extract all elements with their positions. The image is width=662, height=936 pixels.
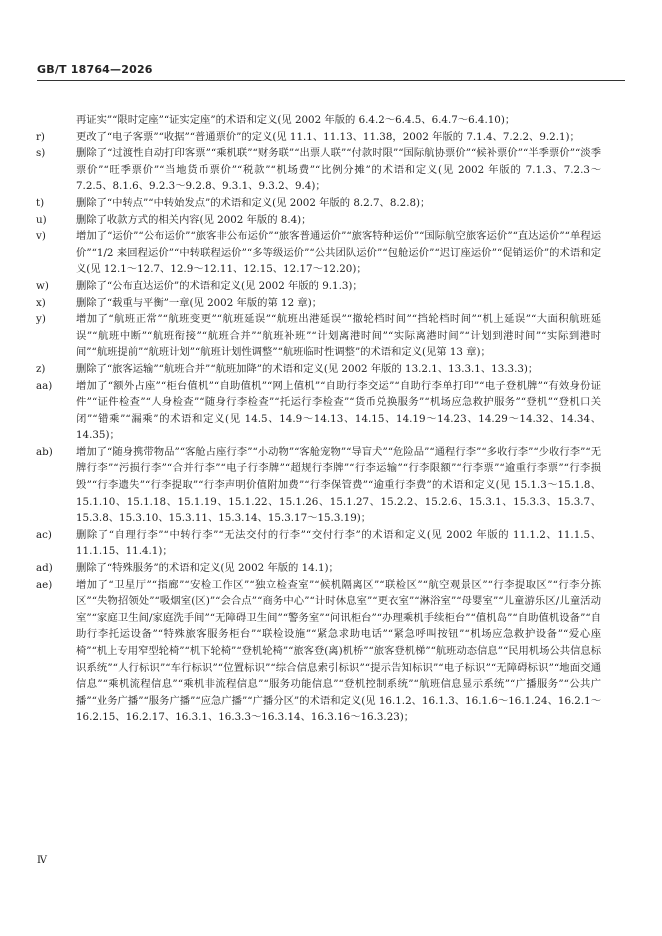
list-item-text: 增加了“运价”“公布运价”“旅客非公布运价”“旅客普通运价”“旅客特种运价”“国际航空旅客运价”“直达运价”“单程运价”“1/2 来回程运价”“中转联程运价”“多等级运价”“公共团队运价”“包舱运价”“迟订座运价”“促销运价”的术语和定义(见 12.1～12.7、12.9～12.11、12.15、12.17～12.20)； <box>76 230 601 276</box>
list-item <box>36 145 601 195</box>
list-item <box>36 378 601 444</box>
list-item-marker: w) <box>36 279 49 292</box>
list-item-text: 增加了“随身携带物品”“客舱占座行李”“小动物”“客舱宠物”“导盲犬”“危险品”“通程行李”“多收行李”“少收行李”“无牌行李”“污损行李”“合并行李”“电子行李牌”“超规行李牌”“行李运输”“行李限额”“行李票”“逾重行李票”“行李损毁”“行李遗失”“行李提取”“行李声明价值附加费”“行李保管费”“逾重行李费”的术语和定义(见 15.1.3～15.1.8、15.1.10、15.1.18、15.1.19、15.1.22、15.1.26、15.1.27、15.2.2、15.2.6、15.3.1、15.3.3、15.3.7、15.3.8、15.3.10、15.3.11、15.3.14、15.3.17～15.3.19)； <box>76 445 601 525</box>
list-item-text: 删除了“中转点”“中转始发点”的术语和定义(见 2002 年版的 8.2.7、8.2.8)； <box>76 196 431 209</box>
list-item <box>36 228 601 278</box>
list-item-text: 增加了“额外占座”“柜台值机”“自助值机”“网上值机”“自助行李交运”“自助行李单打印”“电子登机牌”“有效身份证件”“证件检查”“人身检查”“随身行李检查”“托运行李检查”“货币兑换服务”“机场应急救护服务”“登机”“登机口关闭”“错乘”“漏乘”的术语和定义(见 14.5、14.9～14.13、14.15、14.19～14.23、14.29～14.32、14.34、14.35)； <box>76 379 601 442</box>
list-item-marker: ae) <box>36 578 53 591</box>
list-item <box>36 278 601 295</box>
list-item-marker: aa) <box>36 379 53 392</box>
list-item <box>36 212 601 229</box>
list-item <box>36 361 601 378</box>
list-item-text: 删除了“自理行李”“中转行李”“无法交付的行李”“交付行李”的术语和定义(见 2002 年版的 11.1.2、11.1.5、11.1.15、11.4.1)； <box>76 528 601 558</box>
amendment-list <box>36 129 601 726</box>
list-item-text: 删除了“公布直达运价”的术语和定义(见 2002 年版的 9.1.3)； <box>76 279 363 292</box>
list-item <box>36 444 601 527</box>
list-item-marker: z) <box>36 362 46 375</box>
document-body <box>36 112 601 726</box>
list-item <box>36 129 601 146</box>
list-item <box>36 527 601 560</box>
list-item <box>36 311 601 361</box>
list-item-text: 删除了“载重与平衡”一章(见 2002 年版的第 12 章)； <box>76 296 323 309</box>
list-item-marker: ac) <box>36 528 52 541</box>
page-number: Ⅳ <box>37 855 47 866</box>
list-item-marker: y) <box>36 313 46 326</box>
list-item <box>36 195 601 212</box>
list-item-text: 删除了“过渡性自动打印客票”“乘机联”“财务联”“出票人联”“付款时限”“国际航协票价”“候补票价”“半季票价”“淡季票价”“旺季票价”“当地货币票价”“税款”“机场费”“比例分摊”的术语和定义(见 2002 年版的 7.1.3、7.2.3～7.2.5、8.1.6、9.2.3～9.2.8、9.3.1、9.3.2、9.4)； <box>76 147 601 193</box>
list-item-text: 删除了“旅客运输”“航班合并”“航班加降”的术语和定义(见 2002 年版的 13.2.1、13.3.1、13.3.3)； <box>76 362 539 375</box>
header-rule <box>37 80 625 81</box>
list-item-marker: v) <box>36 230 46 243</box>
list-item-marker: ad) <box>36 562 53 575</box>
list-item-text: 删除了“特殊服务”的术语和定义(见 2002 年版的 14.1)； <box>76 562 339 575</box>
list-item-text: 增加了“卫星厅”“指廊”“安检工作区”“独立检查室”“候机隔离区”“联检区”“航空观景区”“行李提取区”“行李分拣区”“失物招领处”“吸烟室(区)”“会合点”“商务中心”“计时休息室”“更衣室”“淋浴室”“母婴室”“儿童游乐区/儿童活动室”“家庭卫生间/家庭洗手间”“无障碍卫生间”“警务室”“问讯柜台”“办理乘机手续柜台”“值机岛”“自助值机设备”“自助行李托运设备”“特殊旅客服务柜台”“联检设施”“紧急求助电话”“紧急呼叫按钮”“机场应急救护设备”“爱心座椅”“机上专用窄型轮椅”“机下轮椅”“登机轮椅”“旅客登(离)机桥”“旅客登机梯”“航班动态信息”“民用机场公共信息标识系统”“人行标识”“车行标识”“位置标识”“综合信息索引标识”“提示告知标识”“电子标识”“无障碍标识”“地面交通信息”“乘机流程信息”“乘机非流程信息”“服务功能信息”“登机控制系统”“航班信息显示系统”“广播服务”“公共广播”“业务广播”“服务广播”“应急广播”“广播分区”的术语和定义(见 16.1.2、16.1.3、16.1.6～16.1.24、16.2.1～16.2.15、16.2.17、16.3.1、16.3.3～16.3.14、16.3.16～16.3.23)； <box>76 578 601 724</box>
list-item <box>36 295 601 312</box>
list-item-text: 增加了“航班正常”“航班变更”“航班延误”“航班出港延误”“撤轮档时间”“挡轮档时间”“机上延误”“大面积航班延误”“航班中断”“航班衔接”“航班合并”“航班补班”“计划离港时间”“实际离港时间”“计划到港时间”“实际到港时间”“航班提前”“航班计划”“航班计划性调整”“航班临时性调整”的术语和定义(见第 13 章)； <box>76 313 601 359</box>
standard-code-header: GB/T 18764—2026 <box>37 63 153 76</box>
list-item-text: 更改了“电子客票”“收据”“普通票价”的定义(见 11.1、11.13、11.38，2002 年版的 7.1.4、7.2.2、9.2.1)； <box>76 130 580 143</box>
list-item <box>36 577 601 726</box>
list-item <box>36 560 601 577</box>
list-item-marker: s) <box>36 147 46 160</box>
list-item-marker: ab) <box>36 445 53 458</box>
list-item-marker: u) <box>36 213 47 226</box>
list-item-marker: t) <box>36 196 45 209</box>
list-item-marker: r) <box>36 130 45 143</box>
list-item-text: 删除了收款方式的相关内容(见 2002 年版的 8.4)； <box>76 213 312 226</box>
continuation-paragraph: 再证实”“限时定座”“证实定座”的术语和定义(见 2002 年版的 6.4.2～6.4.5、6.4.7～6.4.10)； <box>76 114 516 126</box>
list-item-marker: x) <box>36 296 46 309</box>
